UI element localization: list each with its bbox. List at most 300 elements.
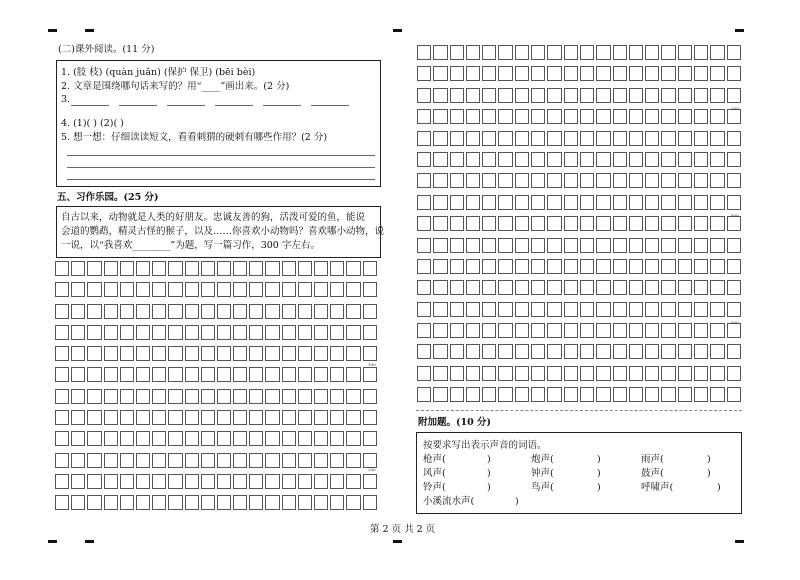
grid-cell[interactable] — [417, 131, 431, 146]
grid-cell[interactable] — [265, 474, 279, 489]
grid-cell[interactable] — [498, 45, 512, 60]
grid-cell[interactable] — [450, 280, 464, 295]
grid-cell[interactable] — [547, 66, 561, 81]
grid-cell[interactable] — [314, 261, 328, 276]
grid-cell[interactable] — [120, 453, 134, 468]
grid-cell[interactable] — [330, 367, 344, 382]
grid-cell[interactable] — [466, 152, 480, 167]
grid-cell[interactable] — [727, 387, 741, 402]
grid-cell[interactable] — [694, 366, 708, 381]
grid-cell[interactable] — [136, 453, 150, 468]
grid-cell[interactable] — [71, 453, 85, 468]
grid-cell[interactable] — [450, 45, 464, 60]
grid-cell[interactable] — [710, 173, 724, 188]
grid-cell[interactable] — [596, 109, 610, 124]
grid-cell[interactable] — [249, 389, 263, 404]
grid-cell[interactable] — [547, 280, 561, 295]
grid-cell[interactable] — [282, 495, 296, 510]
grid-cell[interactable] — [564, 45, 578, 60]
grid-cell[interactable] — [727, 344, 741, 359]
grid-cell[interactable] — [678, 109, 692, 124]
grid-cell[interactable] — [433, 216, 447, 231]
grid-cell[interactable] — [298, 410, 312, 425]
grid-cell[interactable] — [363, 346, 377, 361]
grid-cell[interactable] — [363, 304, 377, 319]
grid-cell[interactable] — [55, 453, 69, 468]
grid-cell[interactable] — [249, 495, 263, 510]
grid-cell[interactable] — [710, 152, 724, 167]
grid-cell[interactable] — [233, 495, 247, 510]
grid-cell[interactable] — [498, 131, 512, 146]
grid-cell[interactable] — [314, 453, 328, 468]
grid-cell[interactable] — [613, 238, 627, 253]
grid-cell[interactable] — [282, 304, 296, 319]
grid-cell[interactable] — [104, 495, 118, 510]
grid-cell[interactable] — [482, 45, 496, 60]
grid-cell[interactable] — [71, 346, 85, 361]
grid-cell[interactable] — [87, 495, 101, 510]
grid-cell[interactable] — [417, 366, 431, 381]
grid-cell[interactable] — [55, 367, 69, 382]
grid-cell[interactable] — [282, 261, 296, 276]
grid-cell[interactable] — [104, 325, 118, 340]
grid-cell[interactable] — [727, 366, 741, 381]
grid-cell[interactable] — [596, 152, 610, 167]
grid-cell[interactable] — [104, 453, 118, 468]
grid-cell[interactable] — [661, 216, 675, 231]
grid-cell[interactable] — [330, 389, 344, 404]
grid-cell[interactable] — [201, 410, 215, 425]
grid-cell[interactable] — [678, 173, 692, 188]
grid-cell[interactable] — [298, 389, 312, 404]
grid-cell[interactable] — [727, 66, 741, 81]
grid-cell[interactable] — [71, 367, 85, 382]
grid-cell[interactable] — [466, 238, 480, 253]
writing-grid-right[interactable] — [416, 45, 742, 402]
grid-cell[interactable] — [249, 367, 263, 382]
grid-cell[interactable] — [249, 325, 263, 340]
answer-line[interactable] — [167, 105, 205, 106]
grid-cell[interactable] — [55, 282, 69, 297]
grid-cell[interactable] — [629, 366, 643, 381]
grid-cell[interactable] — [515, 152, 529, 167]
grid-cell[interactable] — [498, 366, 512, 381]
grid-cell[interactable] — [613, 131, 627, 146]
grid-cell[interactable] — [249, 346, 263, 361]
grid-cell[interactable] — [87, 410, 101, 425]
grid-cell[interactable] — [547, 195, 561, 210]
grid-cell[interactable] — [185, 304, 199, 319]
grid-cell[interactable] — [498, 216, 512, 231]
grid-cell[interactable] — [710, 302, 724, 317]
grid-cell[interactable] — [120, 304, 134, 319]
grid-cell[interactable] — [678, 131, 692, 146]
grid-cell[interactable] — [417, 173, 431, 188]
grid-cell[interactable] — [217, 261, 231, 276]
grid-cell[interactable] — [87, 474, 101, 489]
grid-cell[interactable] — [450, 109, 464, 124]
grid-cell[interactable] — [346, 346, 360, 361]
grid-cell[interactable] — [185, 261, 199, 276]
grid-cell[interactable] — [120, 325, 134, 340]
grid-cell[interactable] — [515, 66, 529, 81]
grid-cell[interactable] — [201, 325, 215, 340]
grid-cell[interactable] — [564, 195, 578, 210]
grid-cell[interactable] — [314, 495, 328, 510]
grid-cell[interactable] — [185, 389, 199, 404]
grid-cell[interactable] — [120, 346, 134, 361]
grid-cell[interactable] — [613, 152, 627, 167]
grid-cell[interactable] — [629, 131, 643, 146]
grid-cell[interactable] — [217, 389, 231, 404]
grid-cell[interactable] — [515, 109, 529, 124]
grid-cell[interactable] — [87, 431, 101, 446]
grid-cell[interactable] — [596, 323, 610, 338]
grid-cell[interactable] — [645, 302, 659, 317]
grid-cell[interactable] — [298, 431, 312, 446]
grid-cell[interactable] — [265, 367, 279, 382]
grid-cell[interactable] — [661, 195, 675, 210]
grid-cell[interactable] — [629, 280, 643, 295]
grid-cell[interactable] — [417, 387, 431, 402]
grid-cell[interactable] — [433, 238, 447, 253]
grid-cell[interactable] — [613, 259, 627, 274]
grid-cell[interactable] — [466, 195, 480, 210]
grid-cell[interactable] — [531, 109, 545, 124]
grid-cell[interactable] — [120, 495, 134, 510]
grid-cell[interactable] — [136, 431, 150, 446]
grid-cell[interactable] — [417, 152, 431, 167]
grid-cell[interactable] — [515, 88, 529, 103]
grid-cell[interactable] — [547, 109, 561, 124]
answer-line[interactable] — [67, 167, 375, 168]
grid-cell[interactable] — [580, 366, 594, 381]
grid-cell[interactable] — [71, 325, 85, 340]
grid-cell[interactable] — [265, 261, 279, 276]
grid-cell[interactable] — [152, 453, 166, 468]
grid-cell[interactable] — [645, 195, 659, 210]
grid-cell[interactable] — [433, 152, 447, 167]
grid-cell[interactable] — [433, 259, 447, 274]
grid-cell[interactable] — [629, 66, 643, 81]
grid-cell[interactable] — [661, 344, 675, 359]
grid-cell[interactable] — [136, 304, 150, 319]
grid-cell[interactable] — [450, 152, 464, 167]
grid-cell[interactable] — [330, 474, 344, 489]
grid-cell[interactable] — [498, 152, 512, 167]
grid-cell[interactable] — [466, 344, 480, 359]
grid-cell[interactable] — [694, 45, 708, 60]
grid-cell[interactable] — [678, 88, 692, 103]
grid-cell[interactable] — [629, 88, 643, 103]
grid-cell[interactable] — [613, 66, 627, 81]
grid-cell[interactable] — [678, 195, 692, 210]
grid-cell[interactable] — [596, 195, 610, 210]
grid-cell[interactable] — [249, 410, 263, 425]
grid-cell[interactable] — [613, 45, 627, 60]
grid-cell[interactable] — [629, 344, 643, 359]
grid-cell[interactable] — [265, 453, 279, 468]
grid-cell[interactable] — [613, 302, 627, 317]
answer-line[interactable] — [263, 105, 301, 106]
grid-cell[interactable] — [249, 282, 263, 297]
grid-cell[interactable] — [531, 366, 545, 381]
grid-cell[interactable] — [645, 259, 659, 274]
grid-cell[interactable] — [168, 389, 182, 404]
grid-cell[interactable] — [71, 410, 85, 425]
grid-cell[interactable] — [678, 45, 692, 60]
grid-cell[interactable] — [168, 474, 182, 489]
grid-cell[interactable] — [87, 304, 101, 319]
answer-line[interactable] — [71, 105, 109, 106]
grid-cell[interactable] — [564, 280, 578, 295]
grid-cell[interactable] — [466, 45, 480, 60]
grid-cell[interactable] — [547, 45, 561, 60]
grid-cell[interactable] — [694, 109, 708, 124]
grid-cell[interactable] — [694, 280, 708, 295]
grid-cell[interactable] — [498, 109, 512, 124]
grid-cell[interactable] — [363, 495, 377, 510]
grid-cell[interactable] — [298, 474, 312, 489]
grid-cell[interactable] — [185, 474, 199, 489]
grid-cell[interactable] — [298, 495, 312, 510]
grid-cell[interactable] — [152, 367, 166, 382]
grid-cell[interactable] — [678, 66, 692, 81]
grid-cell[interactable] — [710, 344, 724, 359]
grid-cell[interactable] — [417, 109, 431, 124]
grid-cell[interactable] — [498, 66, 512, 81]
grid-cell[interactable] — [152, 389, 166, 404]
grid-cell[interactable] — [104, 304, 118, 319]
grid-cell[interactable] — [346, 389, 360, 404]
grid-cell[interactable] — [531, 45, 545, 60]
grid-cell[interactable] — [466, 173, 480, 188]
grid-cell[interactable] — [104, 474, 118, 489]
grid-cell[interactable] — [433, 344, 447, 359]
grid-cell[interactable] — [168, 431, 182, 446]
grid-cell[interactable] — [282, 410, 296, 425]
grid-cell[interactable] — [136, 346, 150, 361]
grid-cell[interactable] — [661, 109, 675, 124]
grid-cell[interactable] — [727, 152, 741, 167]
grid-cell[interactable] — [629, 387, 643, 402]
grid-cell[interactable] — [531, 280, 545, 295]
grid-cell[interactable] — [450, 131, 464, 146]
grid-cell[interactable] — [694, 344, 708, 359]
grid-cell[interactable] — [515, 216, 529, 231]
grid-cell[interactable] — [564, 302, 578, 317]
grid-cell[interactable] — [314, 474, 328, 489]
grid-cell[interactable] — [185, 410, 199, 425]
grid-cell[interactable] — [87, 346, 101, 361]
grid-cell[interactable] — [466, 216, 480, 231]
grid-cell[interactable] — [346, 325, 360, 340]
grid-cell[interactable] — [433, 131, 447, 146]
grid-cell[interactable] — [710, 216, 724, 231]
grid-cell[interactable] — [265, 495, 279, 510]
grid-cell[interactable] — [498, 238, 512, 253]
grid-cell[interactable] — [645, 387, 659, 402]
grid-cell[interactable] — [629, 45, 643, 60]
grid-cell[interactable] — [450, 344, 464, 359]
grid-cell[interactable] — [136, 389, 150, 404]
grid-cell[interactable] — [87, 367, 101, 382]
grid-cell[interactable] — [661, 88, 675, 103]
grid-cell[interactable] — [580, 387, 594, 402]
grid-cell[interactable] — [185, 282, 199, 297]
grid-cell[interactable] — [613, 195, 627, 210]
grid-cell[interactable] — [314, 367, 328, 382]
grid-cell[interactable] — [727, 302, 741, 317]
grid-cell[interactable] — [55, 325, 69, 340]
grid-cell[interactable] — [282, 453, 296, 468]
grid-cell[interactable] — [531, 323, 545, 338]
grid-cell[interactable] — [613, 323, 627, 338]
grid-cell[interactable] — [346, 282, 360, 297]
grid-cell[interactable] — [265, 282, 279, 297]
grid-cell[interactable] — [564, 366, 578, 381]
answer-line[interactable] — [215, 105, 253, 106]
grid-cell[interactable] — [482, 152, 496, 167]
grid-cell[interactable] — [55, 431, 69, 446]
grid-cell[interactable] — [596, 131, 610, 146]
grid-cell[interactable] — [433, 88, 447, 103]
grid-cell[interactable] — [694, 323, 708, 338]
grid-cell[interactable] — [282, 282, 296, 297]
grid-cell[interactable] — [710, 109, 724, 124]
grid-cell[interactable] — [498, 344, 512, 359]
grid-cell[interactable] — [136, 410, 150, 425]
grid-cell[interactable] — [694, 173, 708, 188]
grid-cell[interactable] — [547, 302, 561, 317]
grid-cell[interactable] — [152, 495, 166, 510]
grid-cell[interactable] — [185, 346, 199, 361]
grid-cell[interactable] — [185, 453, 199, 468]
grid-cell[interactable] — [596, 45, 610, 60]
grid-cell[interactable] — [613, 216, 627, 231]
grid-cell[interactable] — [330, 495, 344, 510]
grid-cell[interactable] — [498, 259, 512, 274]
grid-cell[interactable] — [678, 238, 692, 253]
grid-cell[interactable] — [168, 453, 182, 468]
grid-cell[interactable] — [727, 195, 741, 210]
grid-cell[interactable] — [450, 195, 464, 210]
grid-cell[interactable] — [265, 410, 279, 425]
grid-cell[interactable] — [71, 261, 85, 276]
grid-cell[interactable] — [727, 88, 741, 103]
grid-cell[interactable] — [87, 389, 101, 404]
grid-cell[interactable] — [185, 325, 199, 340]
grid-cell[interactable] — [694, 88, 708, 103]
grid-cell[interactable] — [201, 261, 215, 276]
grid-cell[interactable] — [330, 282, 344, 297]
grid-cell[interactable] — [185, 367, 199, 382]
grid-cell[interactable] — [330, 453, 344, 468]
grid-cell[interactable] — [613, 366, 627, 381]
grid-cell[interactable] — [363, 282, 377, 297]
grid-cell[interactable] — [498, 173, 512, 188]
grid-cell[interactable] — [201, 282, 215, 297]
grid-cell[interactable] — [547, 173, 561, 188]
grid-cell[interactable] — [450, 259, 464, 274]
grid-cell[interactable] — [233, 261, 247, 276]
grid-cell[interactable] — [152, 474, 166, 489]
grid-cell[interactable] — [104, 282, 118, 297]
grid-cell[interactable] — [596, 280, 610, 295]
grid-cell[interactable] — [450, 216, 464, 231]
grid-cell[interactable] — [678, 280, 692, 295]
grid-cell[interactable] — [265, 346, 279, 361]
grid-cell[interactable] — [498, 195, 512, 210]
answer-line[interactable] — [311, 105, 349, 106]
grid-cell[interactable] — [55, 261, 69, 276]
grid-cell[interactable] — [433, 323, 447, 338]
grid-cell[interactable] — [168, 346, 182, 361]
grid-cell[interactable] — [298, 261, 312, 276]
grid-cell[interactable] — [298, 282, 312, 297]
writing-grid-left[interactable] — [54, 261, 378, 510]
grid-cell[interactable] — [678, 302, 692, 317]
grid-cell[interactable] — [298, 325, 312, 340]
grid-cell[interactable] — [547, 387, 561, 402]
grid-cell[interactable] — [564, 387, 578, 402]
grid-cell[interactable] — [55, 410, 69, 425]
grid-cell[interactable] — [694, 259, 708, 274]
grid-cell[interactable] — [678, 344, 692, 359]
grid-cell[interactable] — [547, 88, 561, 103]
grid-cell[interactable] — [152, 282, 166, 297]
grid-cell[interactable] — [363, 367, 377, 382]
grid-cell[interactable] — [547, 323, 561, 338]
grid-cell[interactable] — [217, 495, 231, 510]
grid-cell[interactable] — [596, 344, 610, 359]
grid-cell[interactable] — [645, 88, 659, 103]
grid-cell[interactable] — [727, 109, 741, 124]
grid-cell[interactable] — [482, 88, 496, 103]
grid-cell[interactable] — [330, 261, 344, 276]
grid-cell[interactable] — [233, 410, 247, 425]
grid-cell[interactable] — [466, 131, 480, 146]
grid-cell[interactable] — [613, 88, 627, 103]
grid-cell[interactable] — [482, 131, 496, 146]
grid-cell[interactable] — [482, 280, 496, 295]
grid-cell[interactable] — [466, 109, 480, 124]
grid-cell[interactable] — [482, 173, 496, 188]
grid-cell[interactable] — [201, 304, 215, 319]
grid-cell[interactable] — [531, 195, 545, 210]
grid-cell[interactable] — [346, 410, 360, 425]
grid-cell[interactable] — [433, 109, 447, 124]
grid-cell[interactable] — [661, 173, 675, 188]
grid-cell[interactable] — [710, 366, 724, 381]
grid-cell[interactable] — [466, 66, 480, 81]
grid-cell[interactable] — [233, 431, 247, 446]
grid-cell[interactable] — [613, 280, 627, 295]
grid-cell[interactable] — [249, 261, 263, 276]
grid-cell[interactable] — [694, 66, 708, 81]
grid-cell[interactable] — [482, 323, 496, 338]
grid-cell[interactable] — [201, 367, 215, 382]
grid-cell[interactable] — [217, 282, 231, 297]
grid-cell[interactable] — [710, 45, 724, 60]
grid-cell[interactable] — [71, 474, 85, 489]
grid-cell[interactable] — [55, 346, 69, 361]
grid-cell[interactable] — [629, 238, 643, 253]
grid-cell[interactable] — [282, 367, 296, 382]
grid-cell[interactable] — [233, 325, 247, 340]
grid-cell[interactable] — [498, 323, 512, 338]
grid-cell[interactable] — [71, 495, 85, 510]
